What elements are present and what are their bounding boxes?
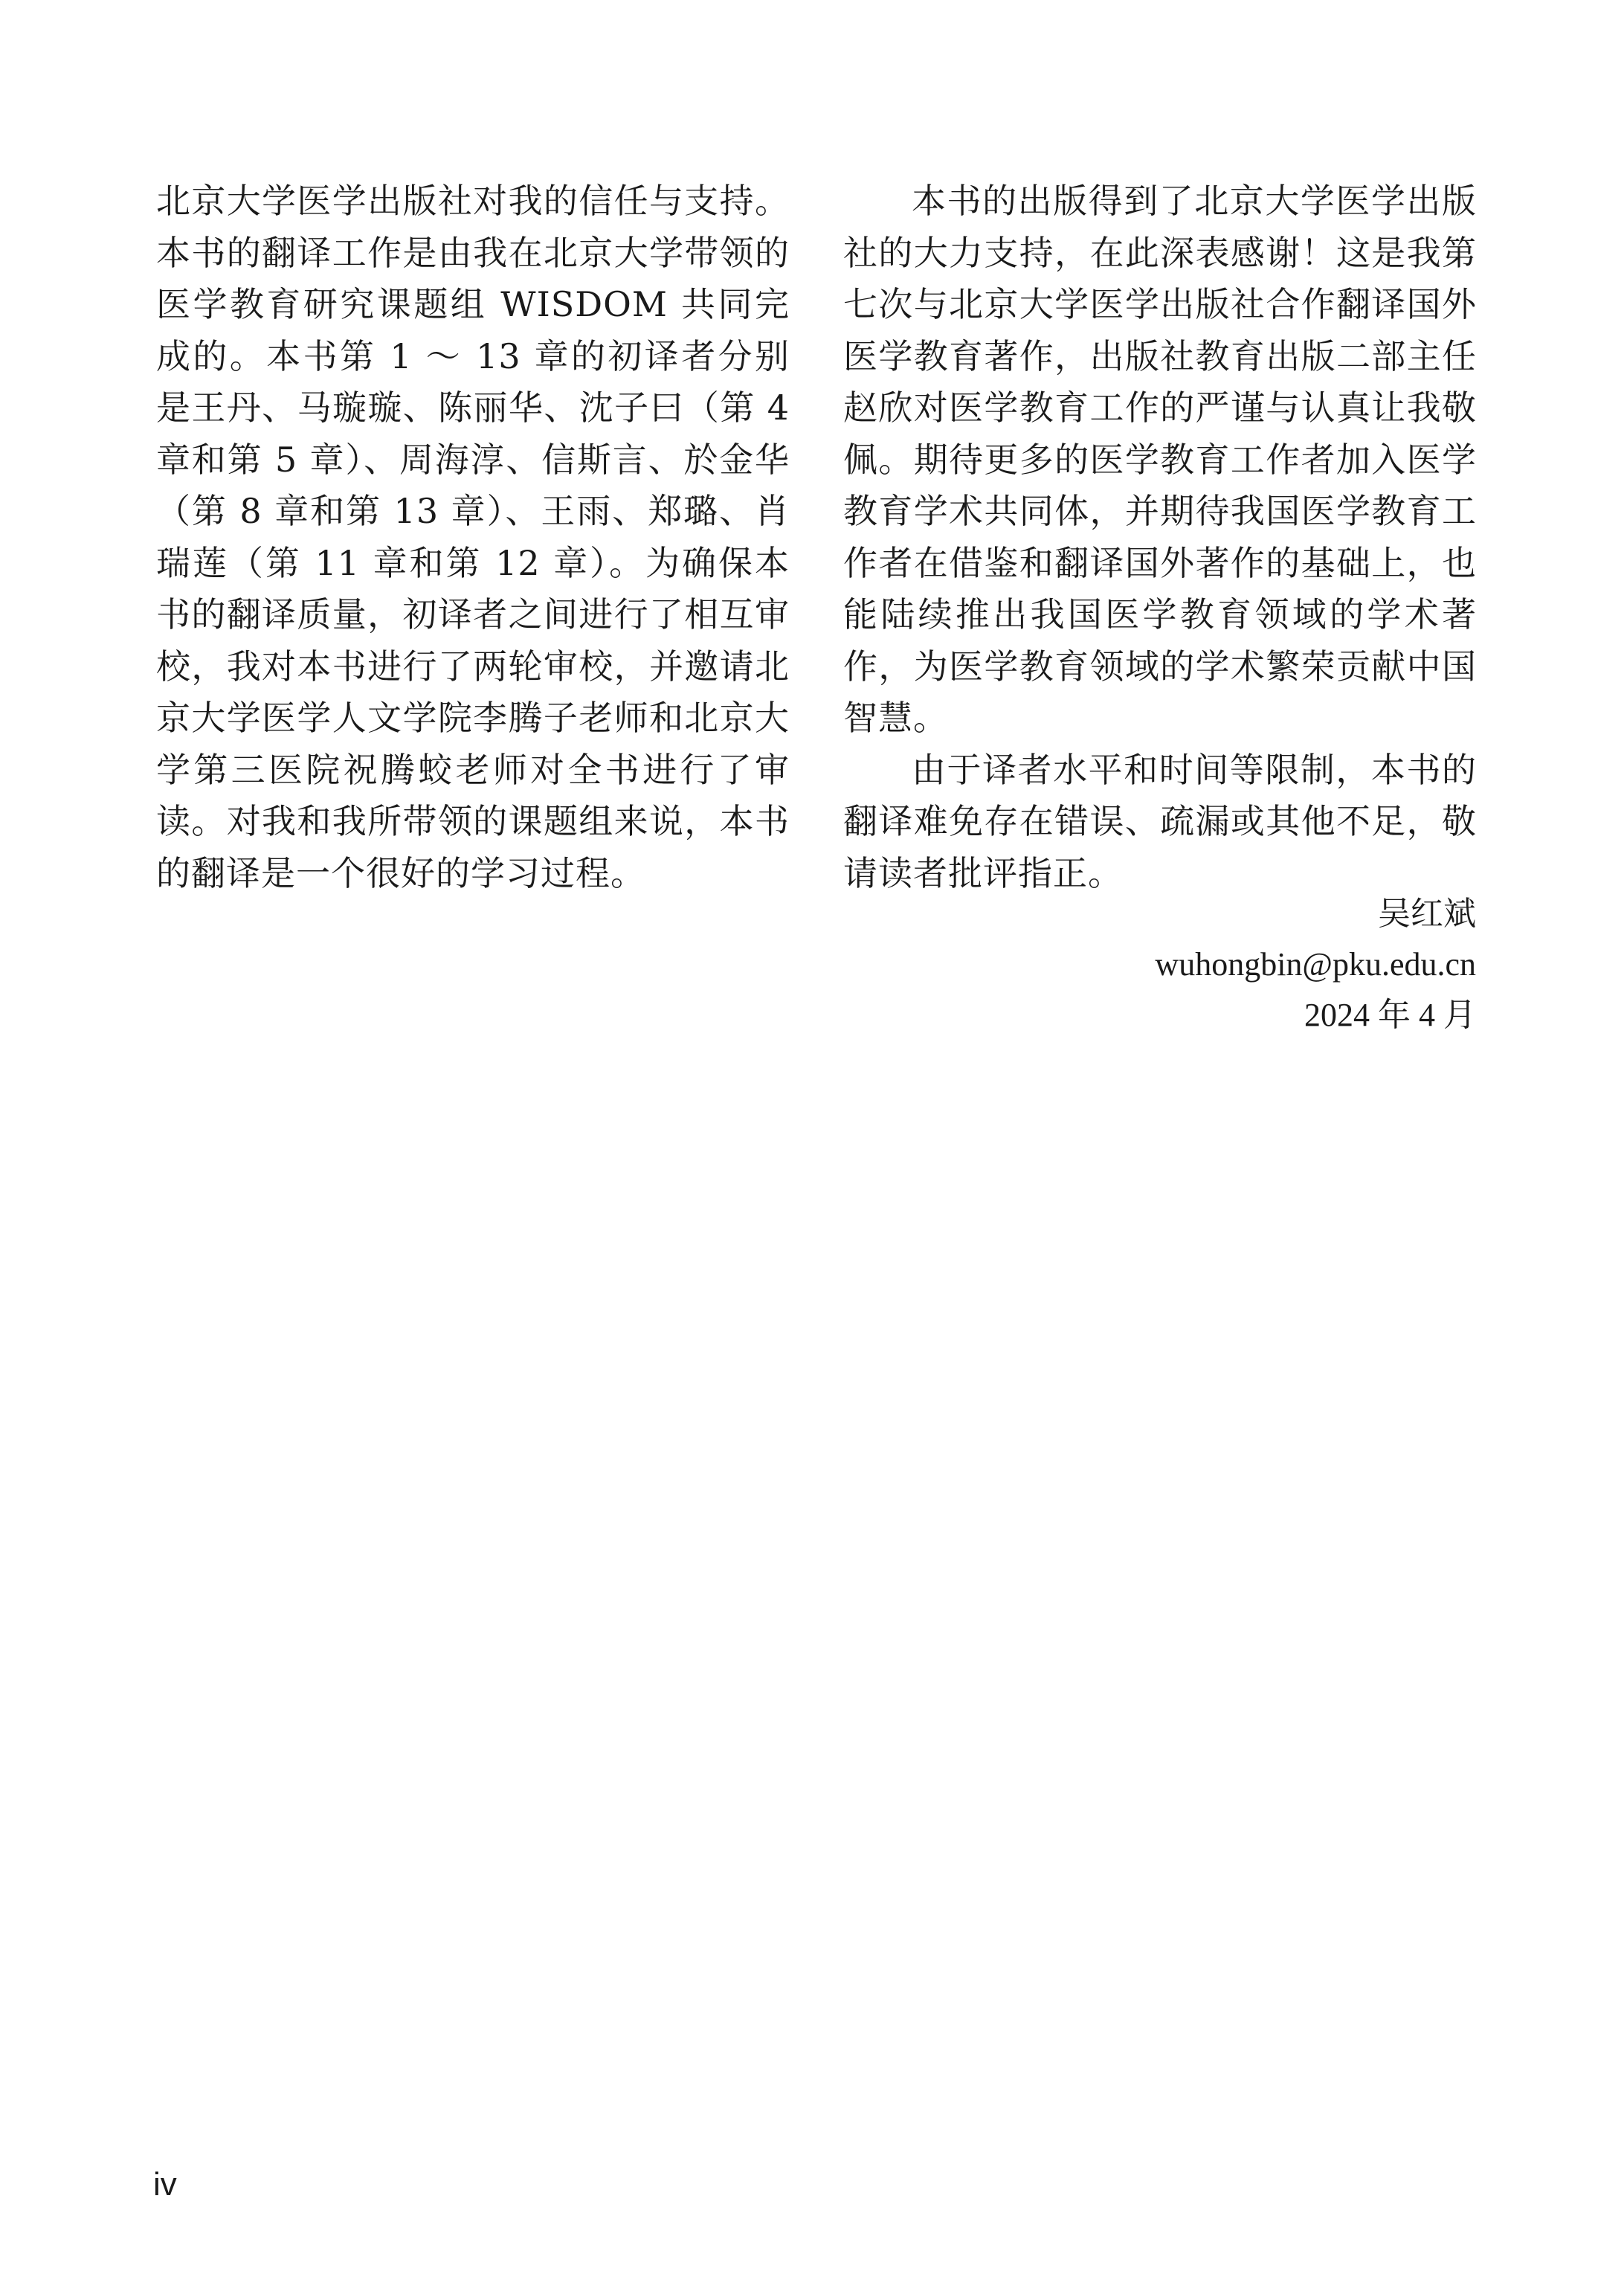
paragraph: 由于译者水平和时间等限制，本书的翻译难免存在错误、疏漏或其他不足，敬请读者批评指正。 — [843, 749, 1477, 893]
signature-block — [1155, 889, 1476, 1041]
paragraph: 北京大学医学出版社对我的信任与支持。本书的翻译工作是由我在北京大学带领的医学教育研究课题组 WISDOM 共同完成的。本书第 1 ～ 13 章的初译者分别是王丹、马璇璇、陈丽华、沈子曰（第 4 章和第 5 章）、周海淳、信斯言、於金华（第 8 章和第 13 章）、王雨、郑璐、肖瑞莲（第 11 章和第 12 章）。为确保本书的翻译质量，初译者之间进行了相互审校，我对本书进行了两轮审校，并邀请北京大学医学人文学院李腾子老师和北京大学第三医院祝腾蛟老师对全书进行了审读。对我和我所带领的课题组来说，本书的翻译是一个很好的学习过程。 — [156, 181, 790, 893]
right-column — [843, 176, 1477, 899]
author-name: 吴红斌 — [1378, 895, 1476, 933]
paragraph: 本书的出版得到了北京大学医学出版社的大力支持，在此深表感谢！这是我第七次与北京大学医学出版社合作翻译国外医学教育著作，出版社教育出版二部主任赵欣对医学教育工作的严谨与认真让我敬佩。期待更多的医学教育工作者加入医学教育学术共同体，并期待我国医学教育工作者在借鉴和翻译国外著作的基础上，也能陆续推出我国医学教育领域的学术著作，为医学教育领域的学术繁荣贡献中国智慧。 — [843, 181, 1477, 738]
author-email: wuhongbin@pku.edu.cn — [1155, 946, 1476, 983]
signature-date: 2024 年 4 月 — [1304, 997, 1476, 1033]
left-column — [156, 176, 790, 899]
page-number: iv — [153, 2166, 177, 2202]
